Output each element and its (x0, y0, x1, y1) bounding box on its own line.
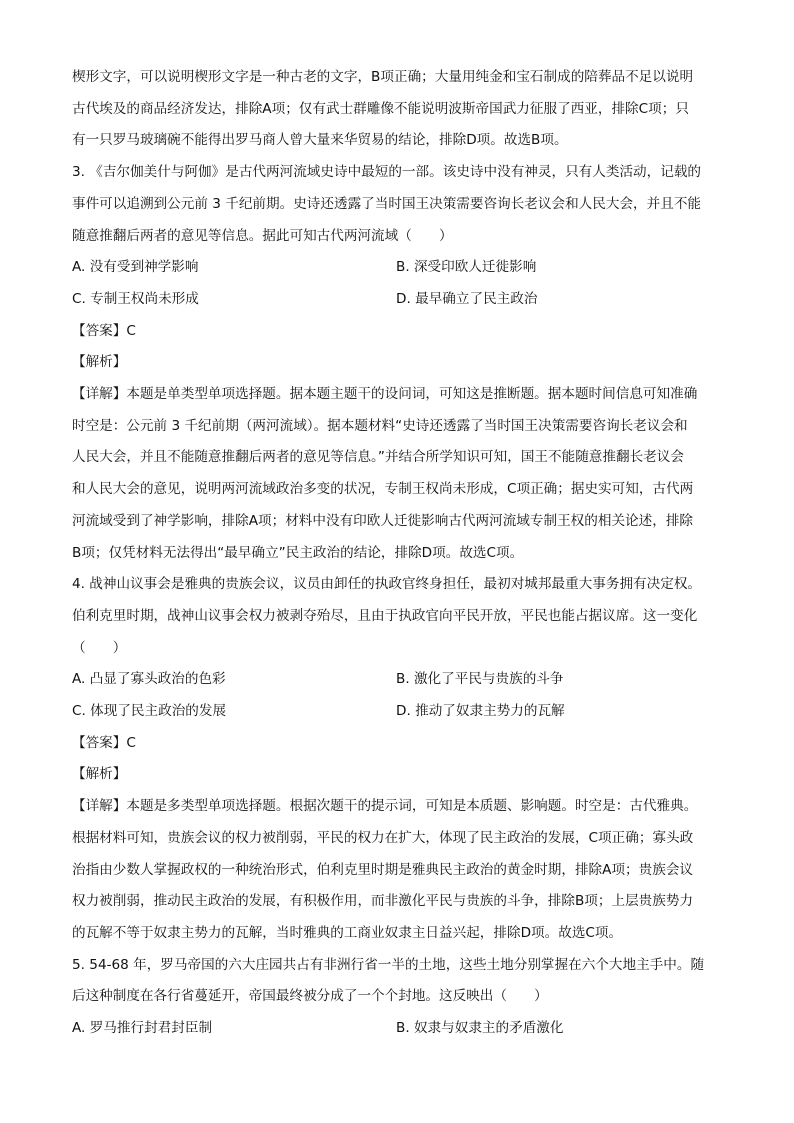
detail-line: 的瓦解不等于奴隶主势力的瓦解，当时雅典的工商业奴隶主日益兴起，排除D项。故选C项。 (72, 924, 623, 941)
question-4 (72, 569, 727, 949)
text-line: 楔形文字，可以说明楔形文字是一种古老的文字，B项正确；大量用纯金和宝石制成的陪葬品不足以说明 (72, 69, 694, 85)
detail-line: 河流域受到了神学影响，排除A项；材料中没有印欧人迁徙影响古代两河流域专制王权的相关论述，排除 (72, 512, 694, 529)
question-stem-line: 后这种制度在各行省蔓延开，帝国最终被分成了一个个封地。这反映出（ ） (72, 988, 548, 1005)
question-stem-line: 4. 战神山议事会是雅典的贵族会议，议员由卸任的执政官终身担任，最初对城邦最重大事务拥有决定权。 (72, 576, 702, 593)
option-b: B. 激化了平民与贵族的斗争 (396, 671, 564, 688)
question-stem-line: （ ） (72, 639, 127, 656)
option-d: D. 最早确立了民主政治 (396, 290, 538, 307)
option-d: D. 推动了奴隶主势力的瓦解 (396, 703, 565, 720)
detail-line: 权力被削弱，推动民主政治的发展，有积极作用，而非激化平民与贵族的斗争，排除B项；上层贵族势力 (72, 893, 694, 910)
question-stem-line: 随意推翻后两者的意见等信息。据此可知古代两河流域（ ） (72, 227, 453, 244)
previous-question-explanation (72, 62, 727, 157)
detail-line: 【详解】本题是多类型单项选择题。根据次题干的提示词，可知是本质题、影响题。时空是：古代雅典。 (72, 798, 698, 815)
options-row (72, 664, 727, 696)
question-stem-line: 事件可以追溯到公元前 3 千纪前期。史诗还透露了当时国王决策需要咨询长老议会和人民大会，并且不能 (72, 195, 702, 212)
option-a: A. 没有受到神学影响 (72, 259, 199, 276)
detail-line: 人民大会，并且不能随意推翻后两者的意见等信息。”并结合所学知识可知，国王不能随意推翻长老议会 (72, 449, 684, 466)
answer-label: 【答案】C (72, 734, 136, 751)
detail-line: B项；仅凭材料无法得出“最早确立”民主政治的结论，排除D项。故选C项。 (72, 544, 524, 561)
text-line: 有一只罗马玻璃碗不能得出罗马商人曾大量来华贸易的结论，排除D项。故选B项。 (72, 132, 568, 149)
detail-line: 根据材料可知，贵族会议的权力被削弱，平民的权力在扩大，体现了民主政治的发展，C项正确；寡头政 (72, 829, 694, 846)
answer-label: 【答案】C (72, 322, 136, 339)
analysis-label: 【解析】 (72, 354, 127, 371)
option-a: A. 罗马推行封君封臣制 (72, 1020, 213, 1037)
analysis-label: 【解析】 (72, 766, 127, 783)
question-stem-line: 伯利克里时期，战神山议事会权力被剥夺殆尽，且由于执政官向平民开放，平民也能占据议席。这一变化 (72, 607, 698, 624)
option-c: C. 专制王权尚未形成 (72, 290, 199, 307)
detail-line: 【详解】本题是单类型单项选择题。据本题主题干的设问词，可知这是推断题。据本题时间信息可知准确 (72, 386, 698, 403)
option-a: A. 凸显了寡头政治的色彩 (72, 671, 226, 688)
question-stem-line: 3. 《吉尔伽美什与阿伽》是古代两河流域史诗中最短的一部。该史诗中没有神灵，只有人类活动，记载的 (72, 164, 702, 181)
detail-line: 时空是：公元前 3 千纪前期（两河流域）。据本题材料“史诗还透露了当时国王决策需要咨询长老议会和 (72, 417, 688, 434)
question-5 (72, 950, 727, 1045)
detail-line: 治指由少数人掌握政权的一种统治形式，伯利克里时期是雅典民主政治的黄金时期，排除A项；贵族会议 (72, 861, 694, 878)
question-3 (72, 157, 727, 569)
question-stem-line: 5. 54-68 年，罗马帝国的六大庄园共占有非洲行省一半的土地，这些土地分别掌握在六个大地主手中。随 (72, 956, 705, 973)
detail-line: 和人民大会的意见，说明两河流域政治多变的状况，专制王权尚未形成，C项正确；据史实可知，古代两 (72, 481, 694, 498)
option-b: B. 奴隶与奴隶主的矛盾激化 (396, 1020, 564, 1037)
options-row (72, 284, 727, 316)
options-row (72, 696, 727, 728)
option-c: C. 体现了民主政治的发展 (72, 703, 227, 720)
option-b: B. 深受印欧人迁徙影响 (396, 259, 537, 276)
text-line: 古代埃及的商品经济发达，排除A项；仅有武士群雕像不能说明波斯帝国武力征服了西亚，排除C项；只 (72, 100, 689, 117)
options-row (72, 1013, 727, 1045)
document-page (72, 62, 727, 1045)
options-row (72, 252, 727, 284)
